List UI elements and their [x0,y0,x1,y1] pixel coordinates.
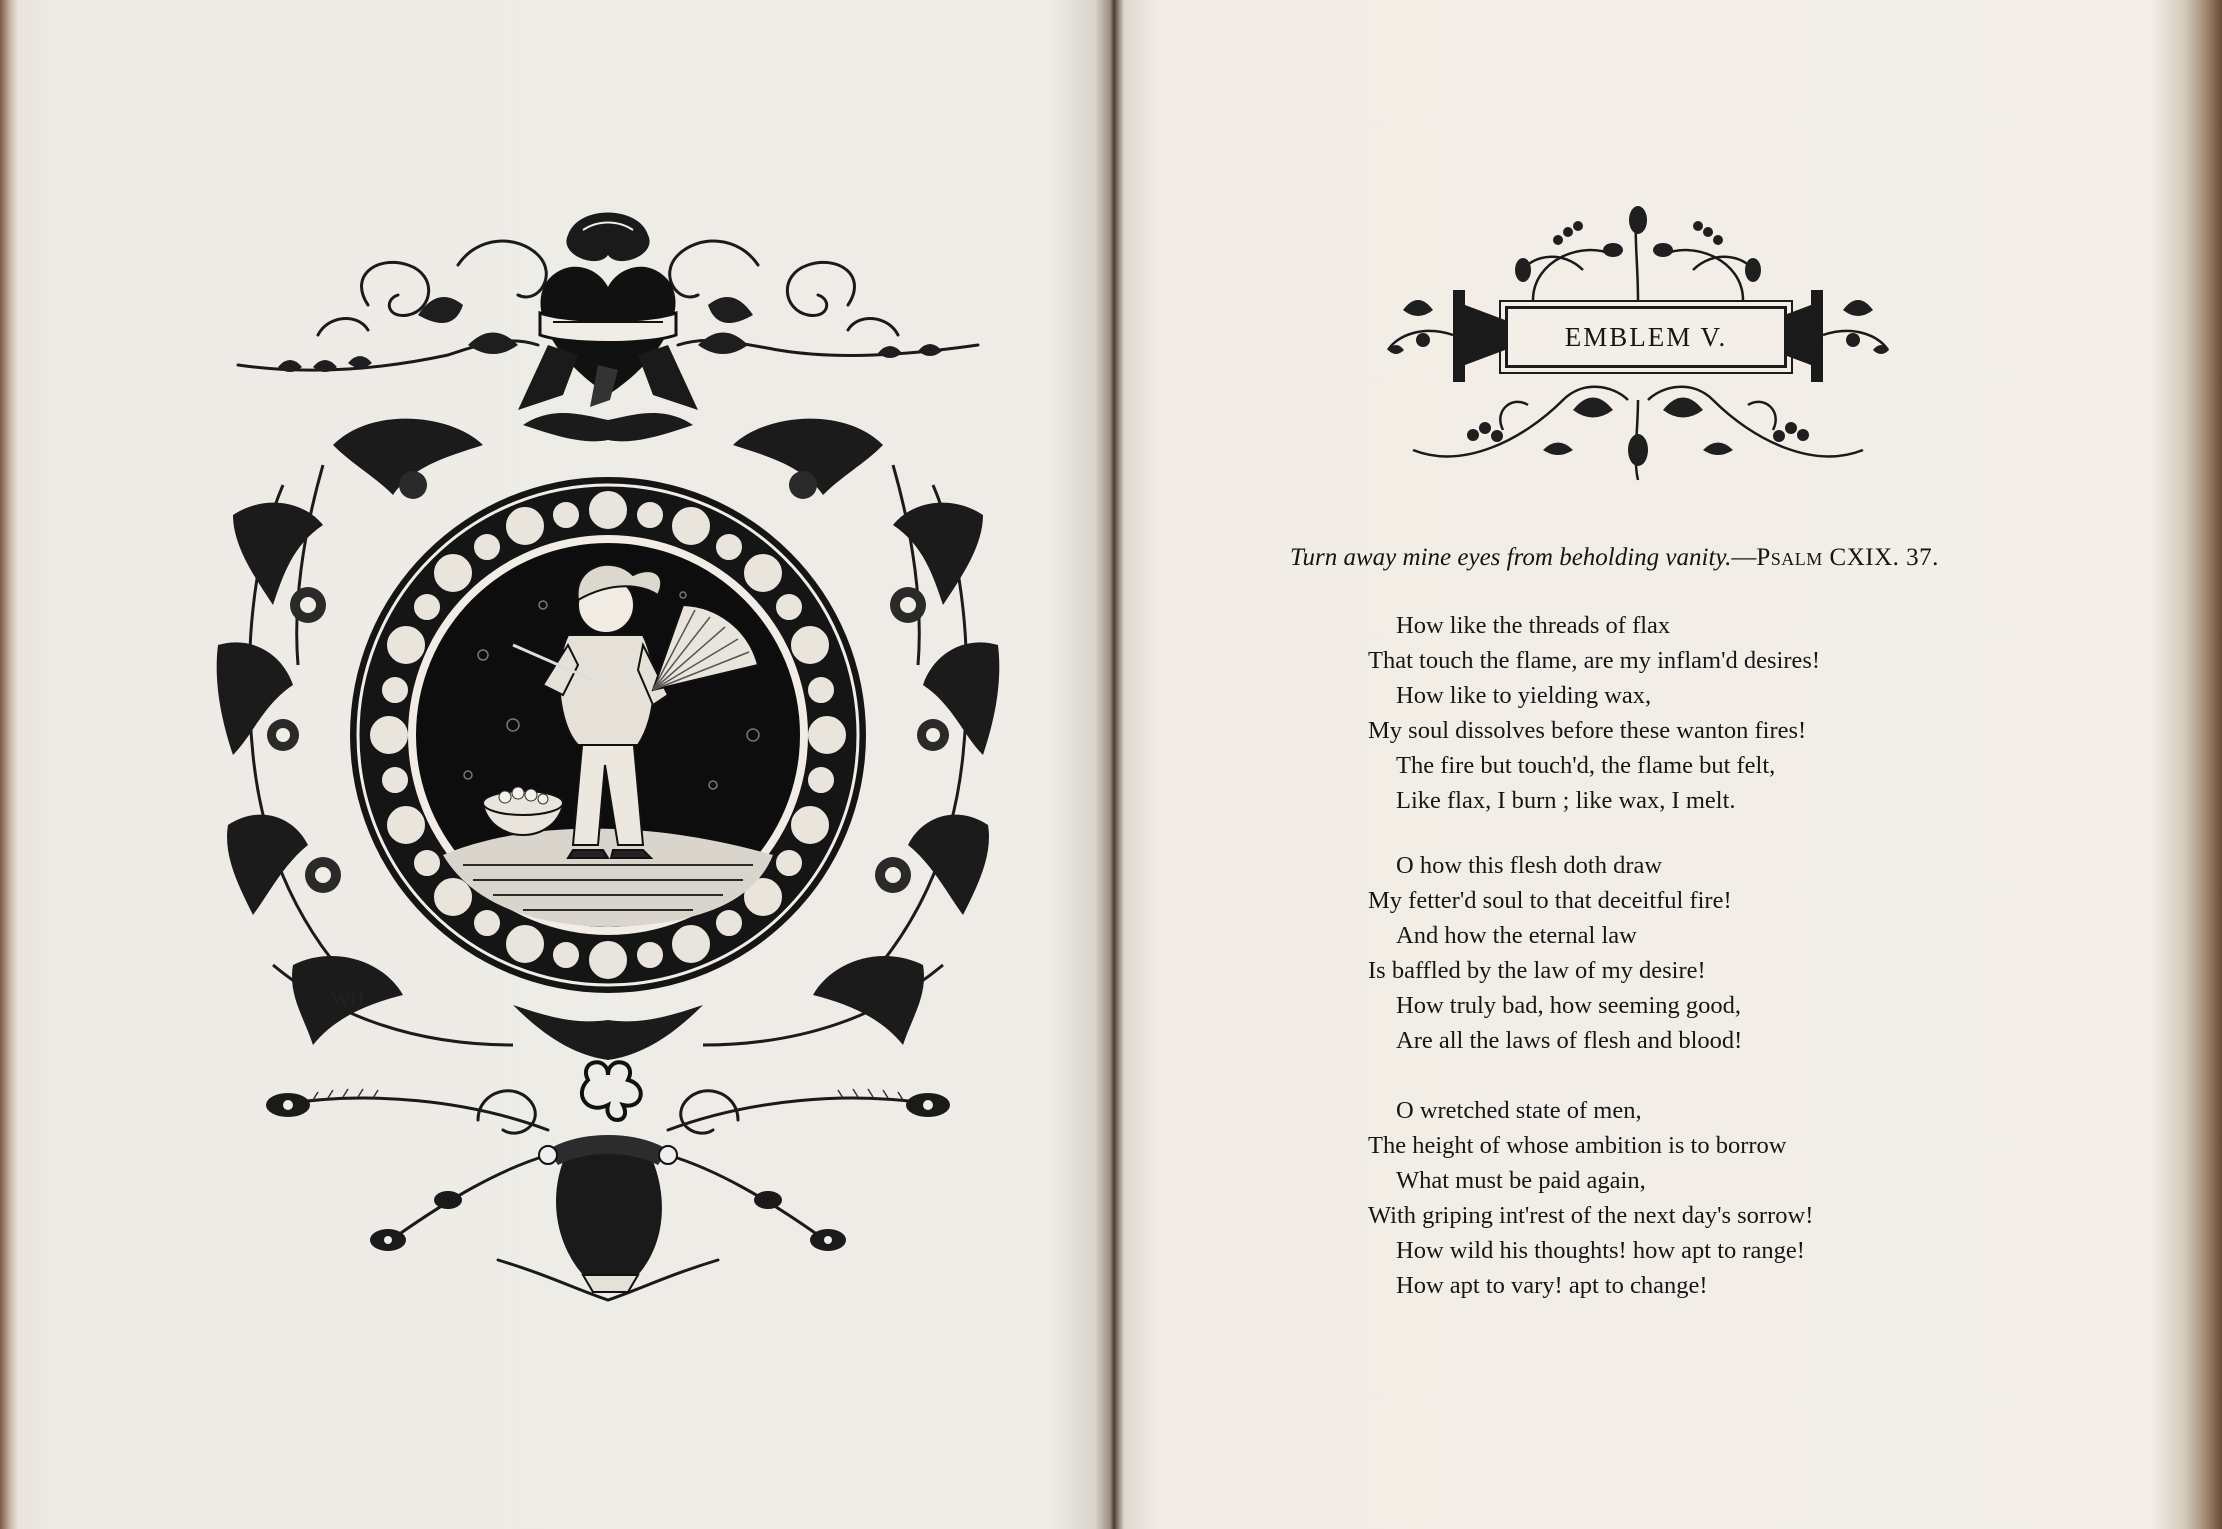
poem-stanza-1 [1368,608,2068,818]
artist-monogram: WH [331,988,365,1010]
poem-line: How wild his thoughts! how apt to range! [1396,1237,1805,1264]
jester-medallion-engraving [213,405,1003,1065]
emblem-title-box [1505,306,1787,368]
left-page [18,0,1110,1529]
poem-line: How truly bad, how seeming good, [1396,992,1741,1019]
emblem-title: EMBLEM V. [1564,321,1728,352]
emblem-header [1383,200,1893,490]
poem-line: With griping int'rest of the next day's sorrow! [1368,1202,1814,1229]
poem-line: Like flax, I burn ; like wax, I melt. [1396,787,1736,814]
poem-line: And how the eternal law [1396,922,1637,949]
poem-line: The fire but touch'd, the flame but felt, [1396,752,1776,779]
poem-line: How like to yielding wax, [1396,682,1652,709]
poem-line: Is baffled by the law of my desire! [1368,957,1706,984]
epigraph-reference: Psalm CXIX. 37. [1756,544,1939,571]
epigraph [1290,544,2140,572]
right-page [1118,0,2203,1529]
epigraph-quote: Turn away mine eyes from beholding vanity. [1290,544,1732,571]
poem-line: How like the threads of flax [1396,612,1671,639]
poem-line: Are all the laws of flesh and blood! [1396,1027,1743,1054]
heart-blindfold-ornament [218,195,998,415]
poem-line: My soul dissolves before these wanton fires! [1368,717,1807,744]
jester-cap-feathers-ornament [248,1060,968,1310]
poem-line: That touch the flame, are my inflam'd desires! [1368,647,1821,674]
poem-line: How apt to vary! apt to change! [1396,1272,1708,1299]
poem-line: O how this flesh doth draw [1396,852,1663,879]
poem-stanza-3 [1368,1093,2068,1303]
poem-line: What must be paid again, [1396,1167,1646,1194]
poem-stanza-2 [1368,848,2068,1058]
poem-line: My fetter'd soul to that deceitful fire! [1368,887,1732,914]
epigraph-dash: — [1731,544,1757,571]
poem-line: O wretched state of men, [1396,1097,1642,1124]
poem-line: The height of whose ambition is to borrow [1368,1132,1787,1159]
